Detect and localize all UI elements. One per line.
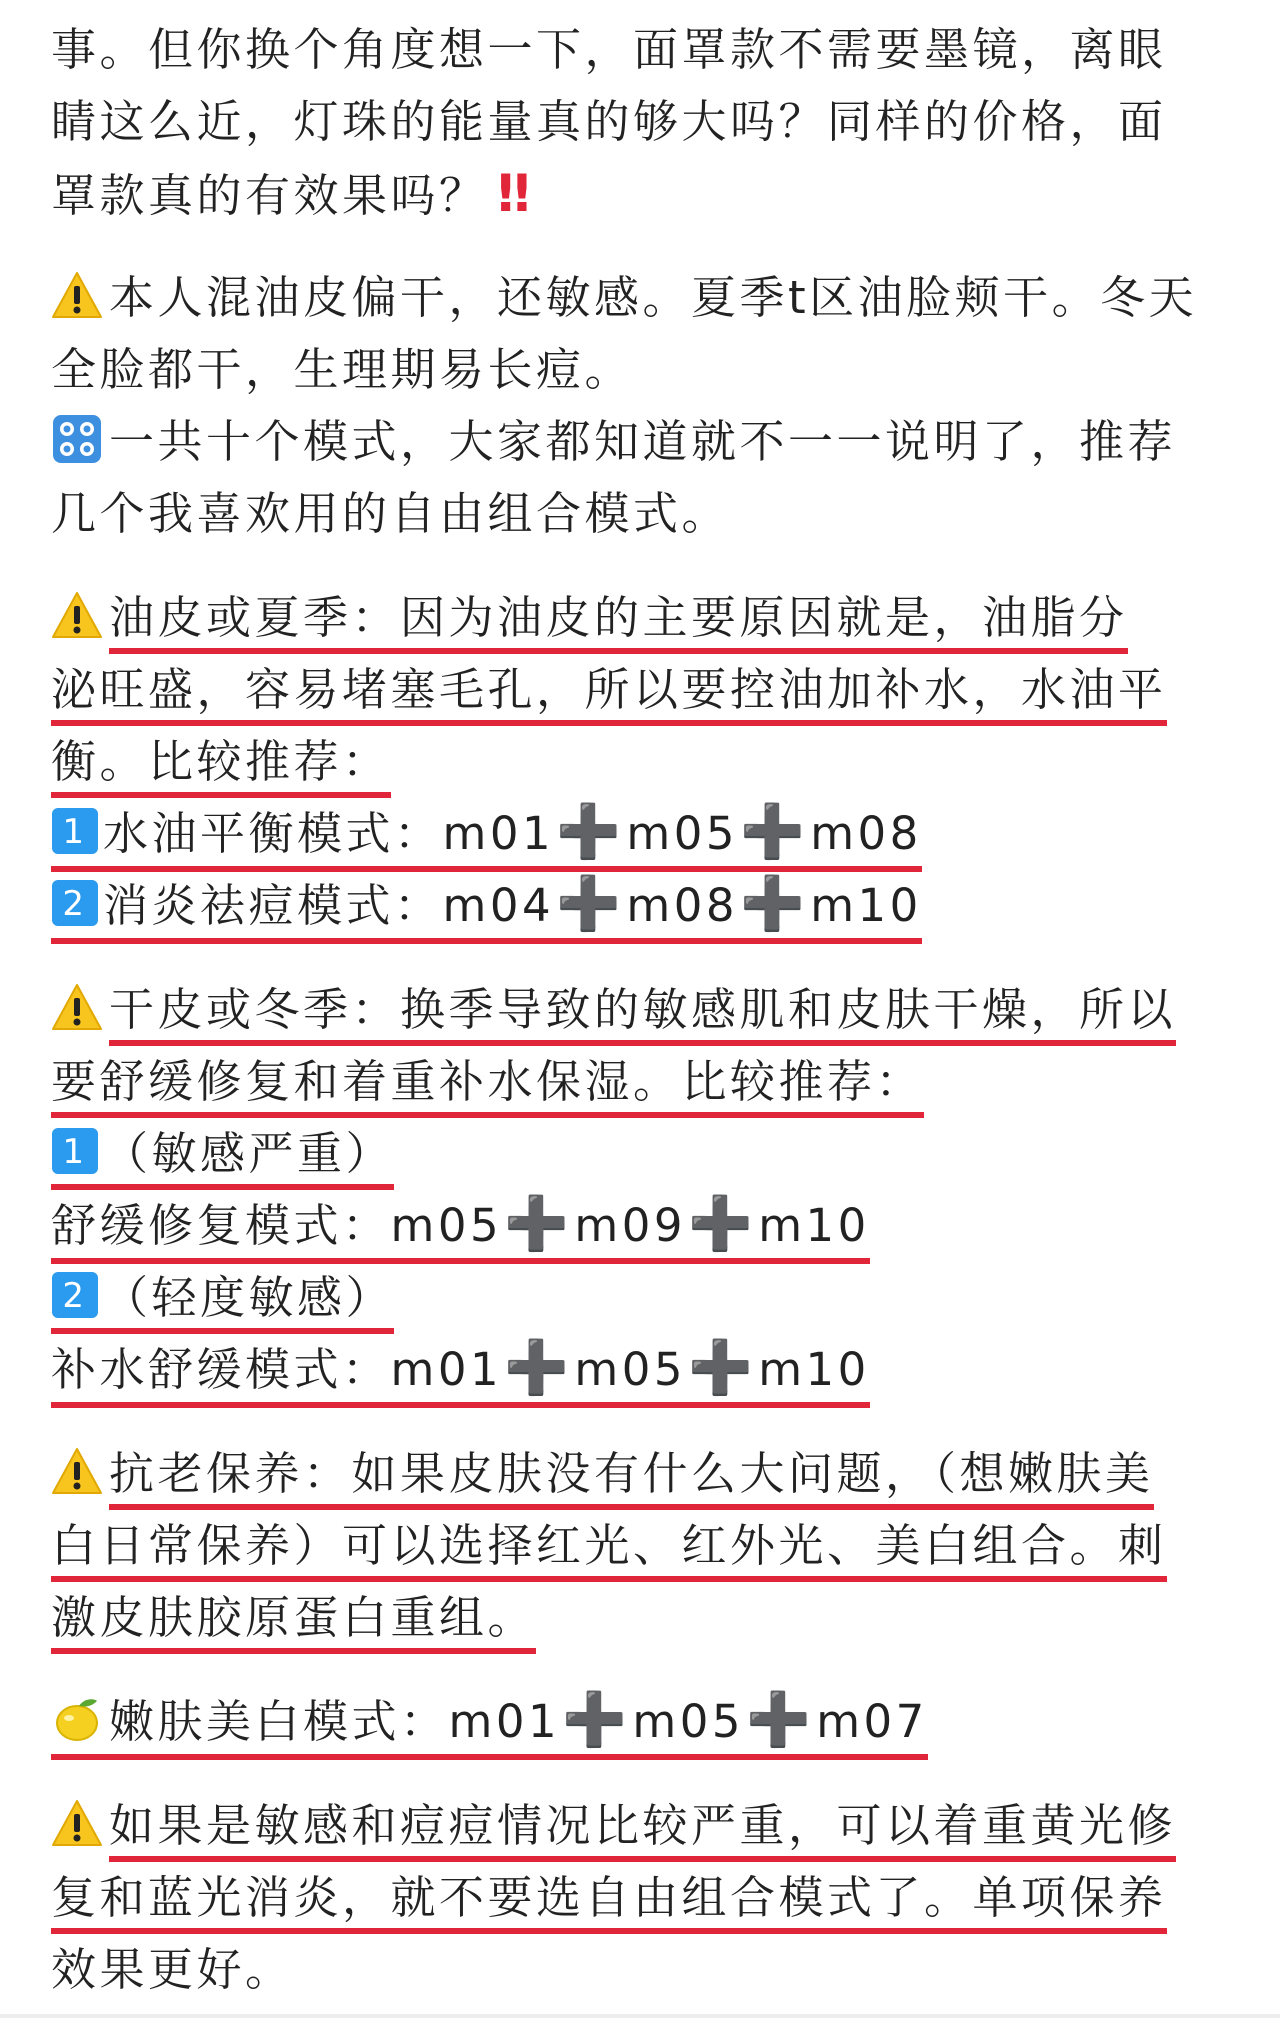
dry-text-2: 要舒缓修复和着重补水保湿。比较推荐： <box>51 1059 924 1118</box>
severe-line-3: 效果更好。 <box>51 1943 294 1996</box>
dry-item-1-title <box>51 1118 1231 1190</box>
oily-mode-2 <box>51 870 1231 942</box>
oily-mode-2-code-2: m08 <box>626 879 738 932</box>
oily-mode-1-label: 水油平衡模式：m01 <box>103 807 555 860</box>
post-body <box>51 14 1231 2006</box>
dry-mode-2 <box>51 1334 1231 1406</box>
skin-note-text-1: 本人混油皮偏干，还敏感。夏季t区油脸颊干。冬天 <box>109 271 1198 324</box>
dry-mode-2-code-2: m05 <box>574 1343 686 1396</box>
antiaging-line-2 <box>51 1510 1231 1582</box>
oily-line-1 <box>51 582 1231 654</box>
oily-line-3 <box>51 726 1231 798</box>
input-symbols-icon <box>51 413 103 465</box>
dry-mode-1-label: 舒缓修复模式：m05 <box>51 1199 503 1252</box>
dry-mode-2-code-3: m10 <box>758 1343 870 1396</box>
heavy-plus-icon: ➕ <box>687 1338 757 1398</box>
skin-note-line-1 <box>51 262 1231 334</box>
oily-mode-2-code-3: m10 <box>810 879 922 932</box>
oily-text-2: 泌旺盛，容易堵塞毛孔，所以要控油加补水，水油平 <box>51 667 1167 726</box>
antiaging-line-3 <box>51 1582 1231 1654</box>
intro-line-1: 事。但你换个角度想一下，面罩款不需要墨镜，离眼 <box>51 23 1167 76</box>
whitening-mode-underline <box>51 1690 928 1760</box>
heavy-plus-icon: ➕ <box>562 1690 631 1750</box>
dry-line-1 <box>51 974 1231 1046</box>
oily-text-1: 油皮或夏季：因为油皮的主要原因就是，油脂分 <box>109 595 1128 654</box>
oily-mode-2-label: 消炎祛痘模式：m04 <box>103 879 555 932</box>
whitening-mode <box>51 1686 1231 1758</box>
warning-icon <box>51 981 103 1033</box>
intro-line-3 <box>51 158 1231 230</box>
heavy-plus-icon: ➕ <box>504 1194 573 1254</box>
keycap-2-icon <box>51 1271 99 1319</box>
modes-note-line-2: 几个我喜欢用的自由组合模式。 <box>51 487 731 540</box>
heavy-plus-icon: ➕ <box>556 802 625 862</box>
antiaging-text-3: 激皮肤胶原蛋白重组。 <box>51 1595 536 1654</box>
dry-mode-1-underline <box>51 1194 870 1264</box>
oily-text-3: 衡。比较推荐： <box>51 739 391 798</box>
dry-item-2-label: （轻度敏感） <box>103 1271 395 1324</box>
divider <box>0 2014 1280 2018</box>
dry-item-2-underline <box>51 1271 394 1334</box>
oily-mode-2-underline <box>51 874 922 944</box>
dry-mode-1-code-3: m10 <box>758 1199 870 1252</box>
heavy-plus-icon: ➕ <box>739 874 809 934</box>
intro-text: 罩款真的有效果吗？ <box>51 169 488 222</box>
dry-mode-2-label: 补水舒缓模式：m01 <box>51 1343 503 1396</box>
warning-icon <box>51 1797 103 1849</box>
dry-mode-2-underline <box>51 1338 870 1408</box>
heavy-plus-icon: ➕ <box>504 1338 573 1398</box>
severe-line-1 <box>51 1790 1231 1862</box>
dry-line-2 <box>51 1046 1231 1118</box>
keycap-1-icon <box>51 807 99 855</box>
dry-mode-1-code-2: m09 <box>574 1199 686 1252</box>
warning-icon <box>51 589 103 641</box>
severe-line-2 <box>51 1862 1231 1934</box>
dry-item-2-title <box>51 1262 1231 1334</box>
severe-text-1: 如果是敏感和痘痘情况比较严重，可以着重黄光修 <box>109 1803 1176 1862</box>
keycap-1-icon <box>51 1127 99 1175</box>
skin-note-line-2: 全脸都干，生理期易长痘。 <box>51 343 634 396</box>
oily-mode-1-underline <box>51 802 922 872</box>
heavy-plus-icon: ➕ <box>687 1194 757 1254</box>
heavy-plus-icon: ➕ <box>556 874 625 934</box>
severe-text-2: 复和蓝光消炎，就不要选自由组合模式了。单项保养 <box>51 1875 1167 1934</box>
warning-icon <box>51 269 103 321</box>
svg-text:1: 1 <box>62 812 88 852</box>
svg-text:1: 1 <box>62 1132 88 1172</box>
dry-item-1-label: （敏感严重） <box>103 1127 395 1180</box>
dry-text-1: 干皮或冬季：换季导致的敏感肌和皮肤干燥，所以 <box>109 987 1176 1046</box>
warning-icon <box>51 1445 103 1497</box>
dry-item-1-underline <box>51 1127 394 1190</box>
oily-mode-1-code-2: m05 <box>626 807 738 860</box>
double-exclamation-icon: ‼ <box>497 164 523 224</box>
intro-line-2: 睛这么近，灯珠的能量真的够大吗？同样的价格，面 <box>51 95 1167 148</box>
oily-mode-1 <box>51 798 1231 870</box>
whitening-mode-code-2: m05 <box>632 1695 744 1748</box>
lemon-icon <box>51 1693 103 1745</box>
oily-mode-1-code-3: m08 <box>810 807 922 860</box>
whitening-mode-code-3: m07 <box>816 1695 928 1748</box>
modes-note-line-1 <box>51 406 1231 478</box>
heavy-plus-icon: ➕ <box>739 802 809 862</box>
whitening-mode-label: 嫩肤美白模式：m01 <box>109 1695 561 1748</box>
svg-text:2: 2 <box>62 884 88 924</box>
antiaging-text-1: 抗老保养：如果皮肤没有什么大问题，（想嫩肤美 <box>109 1451 1154 1510</box>
keycap-2-icon <box>51 879 99 927</box>
dry-mode-1 <box>51 1190 1231 1262</box>
antiaging-text-2: 白日常保养）可以选择红光、红外光、美白组合。刺 <box>51 1523 1167 1582</box>
modes-note-text-1: 一共十个模式，大家都知道就不一一说明了，推荐 <box>109 415 1177 468</box>
svg-text:2: 2 <box>62 1276 88 1316</box>
antiaging-line-1 <box>51 1438 1231 1510</box>
oily-line-2 <box>51 654 1231 726</box>
heavy-plus-icon: ➕ <box>745 1690 815 1750</box>
